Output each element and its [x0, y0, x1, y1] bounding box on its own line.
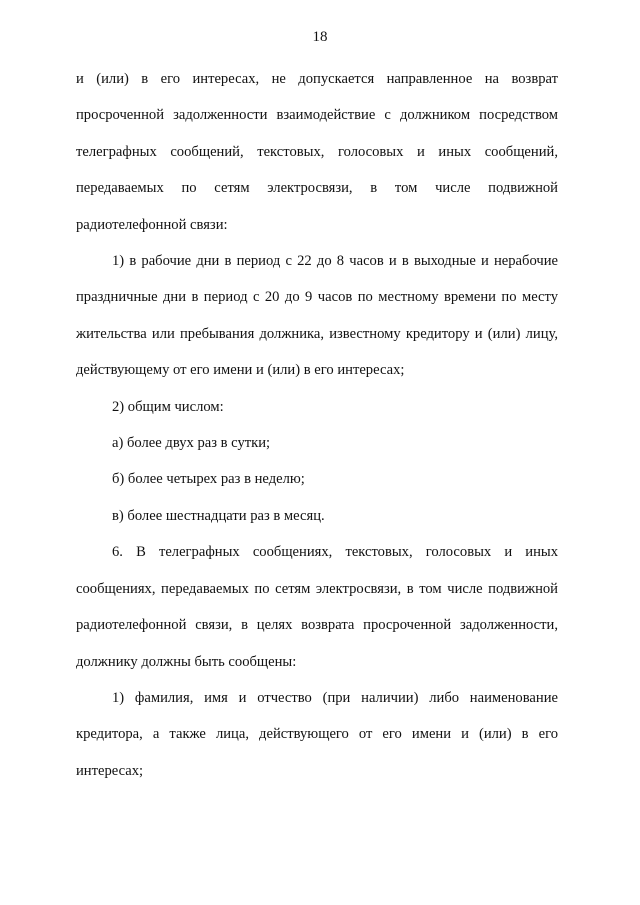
text-line: в) более шестнадцати раз в месяц.	[112, 507, 325, 524]
text-line: радиотелефонной связи, в целях возврата просроченной задолженности,	[76, 617, 558, 634]
paragraph-p-item-2	[76, 389, 558, 425]
text-line: и (или) в его интересах, не допускается направленное на возврат	[76, 71, 558, 87]
text-line: праздничные дни в период с 20 до 9 часов по местному времени по месту	[76, 289, 558, 306]
paragraph-p-section-6-item-1	[76, 680, 558, 789]
text-line: жительства или пребывания должника, известному кредитору и (или) лицу,	[76, 325, 558, 342]
text-line: 6. В телеграфных сообщениях, текстовых, голосовых и иных	[112, 544, 558, 561]
paragraph-p-item-2b	[76, 461, 558, 497]
paragraph-p-section-6	[76, 534, 558, 680]
text-line: б) более четырех раз в неделю;	[112, 471, 305, 488]
text-line: 1) в рабочие дни в период с 22 до 8 часов и в выходные и нерабочие	[112, 253, 558, 270]
paragraph-p-item-2a	[76, 425, 558, 461]
text-line: действующему от его имени и (или) в его интересах;	[76, 362, 405, 379]
text-line: сообщениях, передаваемых по сетям электросвязи, в том числе подвижной	[76, 580, 558, 597]
text-line: радиотелефонной связи:	[76, 216, 228, 233]
text-line: 2) общим числом:	[112, 398, 224, 415]
document-body	[76, 61, 558, 789]
text-line: передаваемых по сетям электросвязи, в том числе подвижной	[76, 180, 558, 197]
paragraph-p-item-1	[76, 243, 558, 389]
text-line: телеграфных сообщений, текстовых, голосовых и иных сообщений,	[76, 143, 558, 160]
text-line: кредитора, а также лица, действующего от его имени и (или) в его	[76, 726, 558, 743]
paragraph-p-item-2c	[76, 498, 558, 534]
page-number: 18	[312, 29, 328, 45]
text-line: просроченной задолженности взаимодействие с должником посредством	[76, 107, 558, 124]
text-line: интересах;	[76, 762, 144, 779]
paragraph-p-intro	[76, 61, 558, 243]
text-line: должнику должны быть сообщены:	[76, 653, 297, 670]
text-line: а) более двух раз в сутки;	[112, 435, 271, 452]
text-line: 1) фамилия, имя и отчество (при наличии) либо наименование	[112, 689, 558, 706]
